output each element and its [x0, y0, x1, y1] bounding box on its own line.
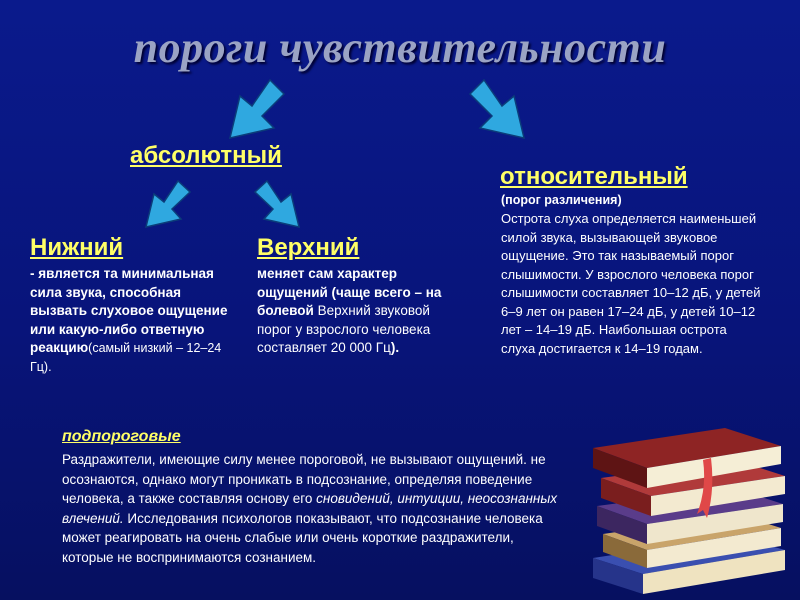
page-title: пороги чувствительности	[133, 23, 667, 72]
subthreshold-heading: подпороговые	[62, 428, 181, 445]
subthreshold-body-1: Раздражители, имеющие силу менее пороговой, не вызывают ощущений. не осознаются, однако могут проникать в подсознание, определяя поведение человека, а также составляя основу его	[62, 452, 546, 506]
lower-threshold-body: - является та минимальная сила звука, способная вызвать слуховое ощущение или какую-либо ответную реакцию	[30, 266, 228, 355]
absolute-threshold-heading: абсолютный	[130, 142, 282, 169]
arrow-down-icon	[462, 76, 542, 146]
upper-threshold-body-bold: меняет сам характер ощущений (чаще всего – на болевой	[257, 266, 442, 318]
upper-threshold-end: ).	[390, 340, 400, 355]
upper-threshold-heading: Верхний	[257, 234, 360, 261]
arrow-down-icon	[212, 76, 292, 146]
arrow-down-icon	[132, 178, 197, 233]
arrow-down-icon	[248, 178, 313, 233]
relative-threshold-text: Острота слуха определяется наименьшей силой звука, вызывающей звуковое ощущение. Это так называемый порог слышимости. У взрослого человека порог слышимости составляет 10–12 дБ, у детей 6–9 лет он равен 17–24 дБ, у детей 10–12 лет – 14–19 дБ. Наибольшая острота слуха достигается к 14–19 годам.	[501, 211, 761, 356]
lower-threshold-note: (самый низкий – 12–24 Гц).	[30, 341, 222, 374]
subthreshold-body-italic: сновидений, интуиции, неосознанных влечений.	[62, 491, 558, 526]
subthreshold-body-2: Исследования психологов показывают, что подсознание человека может реагировать на очень слабые или очень короткие раздражители, которые не воспринимаются сознанием.	[62, 510, 543, 565]
upper-threshold-text	[257, 265, 447, 358]
books-illustration	[585, 418, 795, 598]
subthreshold-text	[62, 450, 562, 567]
relative-threshold-heading: относительный	[500, 163, 688, 190]
lower-threshold-text	[30, 265, 230, 376]
relative-threshold-subtitle: (порог различения)	[501, 193, 622, 207]
lower-threshold-heading: Нижний	[30, 234, 124, 261]
upper-threshold-body: Верхний звуковой порог у взрослого человека составляет 20 000 Гц	[257, 303, 431, 355]
